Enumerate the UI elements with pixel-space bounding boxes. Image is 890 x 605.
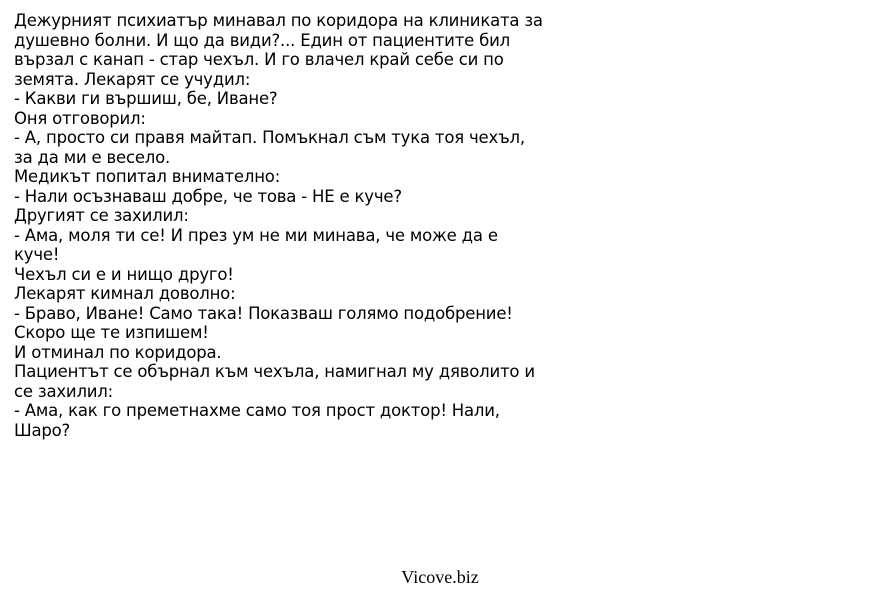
joke-text: Дежурният психиатър минавал по коридора на клиниката за душевно болни. И що да види?... Един от пациентите бил вързал с канап - стар чехъл. И го влачел край себе си по земята. Лекарят се учудил: - Какви ги вършиш, бе, Иване? Оня отговорил: - А, просто си правя майтап. Помъкнал съм тука тоя чехъл, за да ми е весело. Медикът попитал внимателно: - Нали осъзнаваш добре, че това - НЕ е куче? Другият се захилил: - Ама, моля ти се! И през ум не ми минава, че може да е куче! Чехъл си е и нищо друго! Лекарят кимнал доволно: - Браво, Иване! Само така! Показваш голямо подобрение! Скоро ще те изпишем! И отминал по коридора. Пациентът се обърнал към чехъла, намигнал му дяволито и се захилил: - Ама, как го преметнахме само тоя прост доктор! Нали, Шаро? (14, 11, 543, 440)
site-watermark: Vicove.biz (401, 567, 479, 587)
